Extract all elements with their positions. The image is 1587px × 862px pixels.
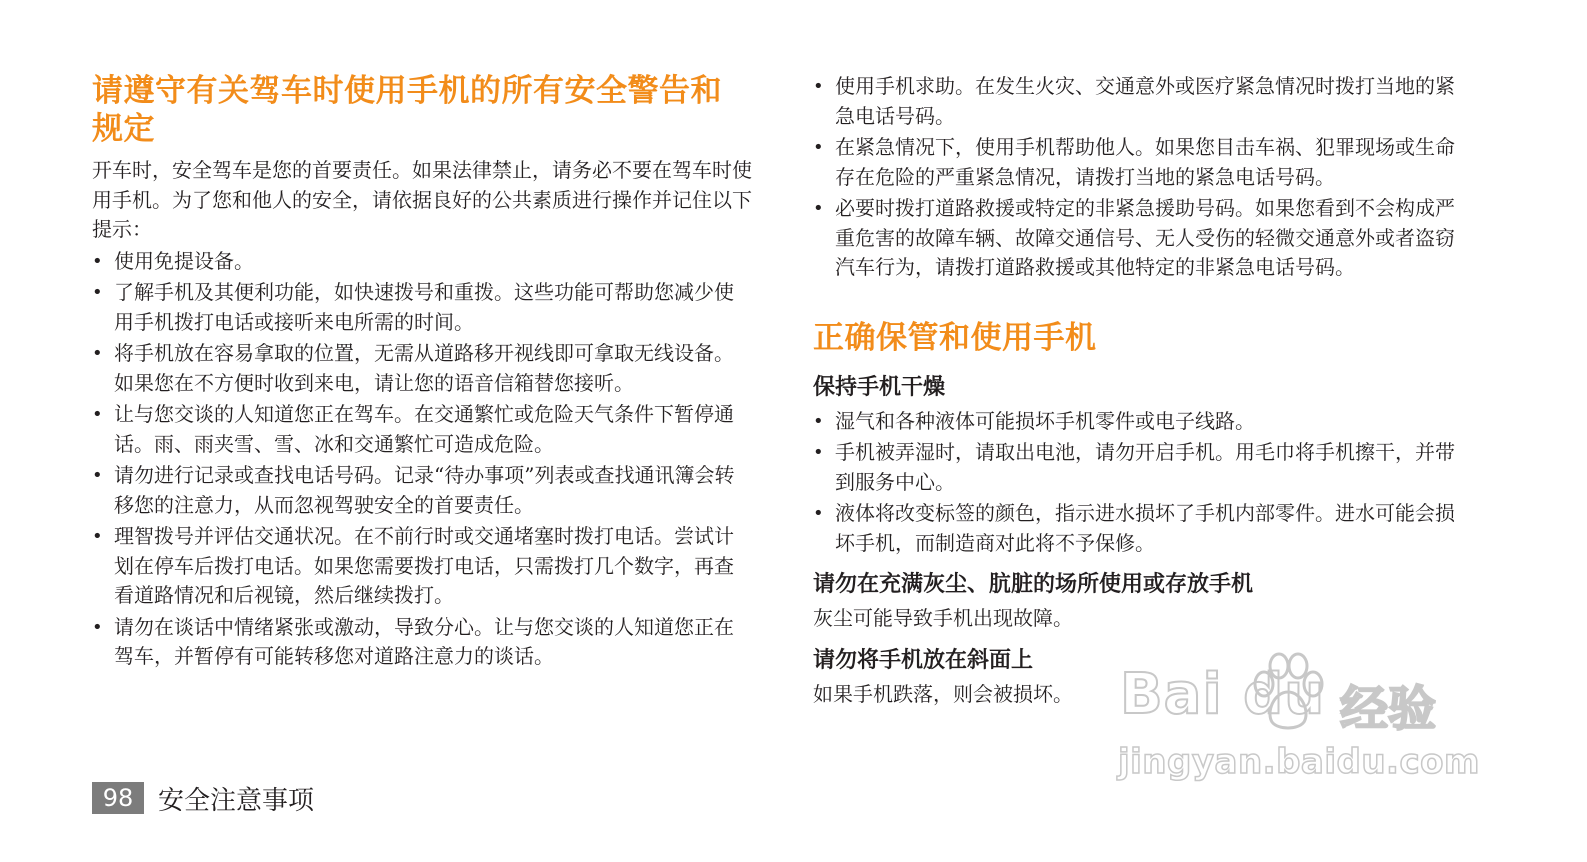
watermark-url-text: jingyan.baidu.com <box>1118 742 1480 782</box>
left-column <box>92 72 752 674</box>
list-item: • 湿气和各种液体可能损坏手机零件或电子线路。 <box>813 407 1473 437</box>
bullet-icon: • <box>813 503 824 524</box>
bullet-icon: • <box>813 410 824 432</box>
bullet-icon: • <box>92 250 103 272</box>
driving-intro-text: 开车时，安全驾车是您的首要责任。如果法律禁止，请务必不要在驾车时使用手机。为了您和他人的安全，请依据良好的公共素质进行操作并记住以下提示： <box>92 158 752 241</box>
baidu-watermark <box>1110 650 1480 790</box>
slope-heading: 请勿将手机放在斜面上 <box>813 647 1034 673</box>
driving-safety-heading: 请遵守有关驾车时使用手机的所有安全警告和规定 <box>92 73 722 147</box>
list-item: • 理智拨号并评估交通状况。在不前行时或交通堵塞时拨打电话。尝试计划在停车后拨打电话。如果您需要拨打电话，只需拨打几个数字，再查看道路情况和后视镜，然后继续拨打。 <box>92 524 734 607</box>
dust-text: 灰尘可能导致手机出现故障。 <box>813 606 1073 630</box>
slope-text: 如果手机跌落，则会被损坏。 <box>813 681 1073 706</box>
list-item: • 使用手机求助。在发生火灾、交通意外或医疗紧急情况时拨打当地的紧急电话号码。 <box>813 74 1455 128</box>
driving-tips-list <box>92 247 752 672</box>
list-item: • 使用免提设备。 <box>92 247 752 277</box>
paw-icon <box>1250 650 1326 734</box>
list-item: • 在紧急情况下，使用手机帮助他人。如果您目击车祸、犯罪现场或生命存在危险的严重紧急情况，请拨打当地的紧急电话号码。 <box>813 135 1455 189</box>
bullet-icon: • <box>92 526 103 547</box>
list-item: • 将手机放在容易拿取的位置，无需从道路移开视线即可拿取无线设备。如果您在不方便时收到来电，请让您的语音信箱替您接听。 <box>92 341 734 395</box>
bullet-icon: • <box>92 343 103 364</box>
list-item: • 让与您交谈的人知道您正在驾车。在交通繁忙或危险天气条件下暂停通话。雨、雨夹雪、雪、冰和交通繁忙可造成危险。 <box>92 402 734 456</box>
bullet-icon: • <box>92 404 103 425</box>
list-item: • 请勿在谈话中情绪紧张或激动，导致分心。让与您交谈的人知道您正在驾车，并暂停有可能转移您对道路注意力的谈话。 <box>92 614 734 668</box>
page-footer <box>92 781 314 815</box>
watermark-brand-text: 经验 <box>1340 681 1437 737</box>
right-column <box>813 72 1473 711</box>
list-item: • 了解手机及其便利功能，如快速拨号和重拨。这些功能可帮助您减少使用手机拨打电话或接听来电所需的时间。 <box>92 280 734 334</box>
bullet-icon: • <box>813 442 824 463</box>
keep-dry-list <box>813 407 1473 559</box>
page-number: 98 <box>92 782 144 814</box>
bullet-icon: • <box>813 137 824 158</box>
phone-care-heading: 正确保管和使用手机 <box>813 319 1097 356</box>
bullet-icon: • <box>92 282 103 303</box>
list-item: • 液体将改变标签的颜色，指示进水损坏了手机内部零件。进水可能会损坏手机，而制造商对此将不予保修。 <box>813 501 1455 555</box>
bullet-icon: • <box>92 465 103 486</box>
list-item: • 必要时拨打道路救援或特定的非紧急援助号码。如果您看到不会构成严重危害的故障车辆、故障交通信号、无人受伤的轻微交通意外或者盗窃汽车行为，请拨打道路救援或其他特定的非紧急电话号码。 <box>813 196 1455 279</box>
list-item: • 请勿进行记录或查找电话号码。记录“待办事项”列表或查找通讯簿会转移您的注意力，从而忽视驾驶安全的首要责任。 <box>92 463 735 517</box>
emergency-tips-list <box>813 72 1473 283</box>
keep-dry-heading: 保持手机干燥 <box>813 374 946 400</box>
bullet-icon: • <box>813 198 824 219</box>
bullet-icon: • <box>813 76 824 97</box>
list-item: • 手机被弄湿时，请取出电池，请勿开启手机。用毛巾将手机擦干，并带到服务中心。 <box>813 440 1455 494</box>
watermark-logo-text: Bai du <box>1120 662 1326 727</box>
dust-heading: 请勿在充满灰尘、肮脏的场所使用或存放手机 <box>813 572 1254 597</box>
footer-title: 安全注意事项 <box>158 785 315 816</box>
bullet-icon: • <box>92 616 103 638</box>
